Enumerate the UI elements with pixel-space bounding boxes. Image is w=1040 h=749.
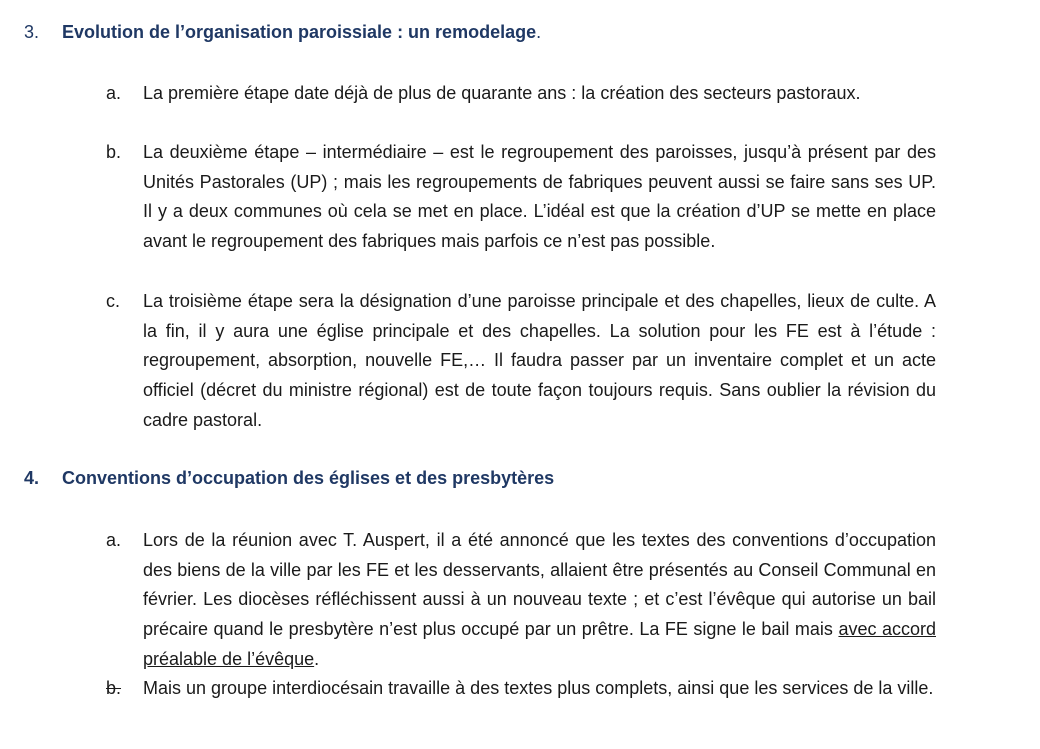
list-item-text: Mais un groupe interdiocésain travaille à des textes plus complets, ainsi que les services de la ville. [143, 678, 934, 698]
section-4-heading [24, 468, 554, 489]
section-4-number: 4. [24, 468, 40, 488]
section-3-title-suffix: . [536, 22, 542, 42]
list-item-3b [106, 138, 936, 257]
list-item-text: La troisième étape sera la désignation d’une paroisse principale et des chapelles, lieux de culte. A la fin, il y aura une église principale et des chapelles. La solution pour les FE est à l’étude : regroupement, absorption, nouvelle FE,… Il faudra passer par un inventaire complet et un acte officiel (décret du ministre régional) est de toute façon toujours requis. Sans oublier la révision du cadre pastoral. [143, 291, 936, 430]
list-marker: a. [106, 83, 122, 103]
list-item-text: La deuxième étape – intermédiaire – est le regroupement des paroisses, jusqu’à présent par des Unités Pastorales (UP) ; mais les regroupements de fabriques peuvent aussi se faire sans ses UP. Il y a deux communes où cela se met en place. L’idéal est que la création d’UP se mette en place avant le regroupement des fabriques mais parfois ce n’est pas possible. [143, 142, 936, 252]
section-4-title: Conventions d’occupation des églises et des presbytères [62, 468, 555, 488]
list-item-text-part: Lors de la réunion avec T. Auspert, il a été annoncé que les textes des conventions d’occupation des biens de la ville par les FE et les desservants, allaient être présentés au Conseil Communal en février. Les diocèses réfléchissent aussi à un nouveau texte ; et c’est l’évêque qui autorise un bail précaire quand le presbytère n’est plus occupé par un prêtre. La FE signe le bail mais [143, 530, 936, 640]
list-item-4b [106, 674, 936, 704]
list-item-3c [106, 287, 936, 436]
section-3-title: Evolution de l’organisation paroissiale : un remodelage [62, 22, 537, 42]
list-item-3a [106, 79, 936, 109]
list-item-text-end: . [314, 648, 320, 669]
section-3-heading [24, 22, 541, 43]
section-3-number: 3. [24, 22, 40, 42]
list-marker: a. [106, 530, 122, 550]
list-item-text [143, 526, 936, 675]
list-item-text: La première étape date déjà de plus de quarante ans : la création des secteurs pastoraux. [143, 83, 861, 103]
list-marker: c. [106, 291, 121, 311]
underlined-phrase: avec accord préalable de l’évêque [143, 619, 936, 669]
list-marker-struck: b. [106, 678, 122, 698]
list-item-4a [106, 526, 936, 675]
list-marker: b. [106, 142, 122, 162]
